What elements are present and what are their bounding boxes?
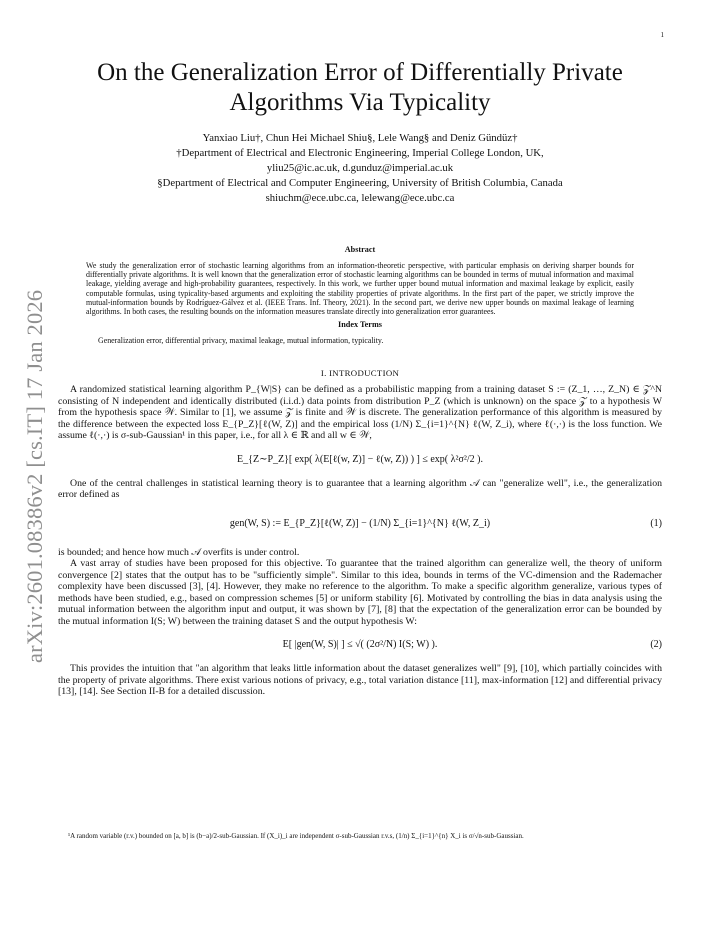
equation-1-text: gen(W, S) := E_{P_Z}[ℓ(W, Z)] − (1/N) Σ_{i=1}^{N} ℓ(W, Z_i) — [229, 517, 491, 529]
paragraph-2: One of the central challenges in statistical learning theory is to guarantee that a learning algorithm 𝒜 can "generalize well", i.e., the generalization error defined as — [58, 477, 662, 501]
paper-title: On the Generalization Error of Differentially Private Algorithms Via Typicality — [97, 59, 623, 116]
emails-2: shiuchm@ece.ubc.ca, lelewang@ece.ubc.ca — [265, 192, 455, 204]
paragraph-1: A randomized statistical learning algorithm P_{W|S} can be defined as a probabilistic mapping from a training dataset S := (Z_1, …, Z_N) ∈ 𝒵^N consisting of N independent and identically distributed (i.i.d.) data points from distribution P_Z (which is unknown) on the space 𝒵 to a hypothesis W from the hypothesis space 𝒲. Similar to [1], we assume 𝒵 is finite and 𝒲 is discrete. The generalization performance of this algorithm is measured by the difference between the expected loss E_{P_Z}[ℓ(W, Z)] and the empirical loss (1/N) Σ_{i=1}^{N} ℓ(W, Z_i), where ℓ(·,·) is the loss function. We assume ℓ(·,·) is σ-sub-Gaussian¹ in this paper, i.e., for all λ ∈ ℝ and all w ∈ 𝒲, — [58, 384, 662, 442]
emails-1: yliu25@ic.ac.uk, d.gunduz@imperial.ac.uk — [266, 162, 454, 174]
paragraph-4: A vast array of studies have been proposed for this objective. To guarantee that the trained algorithm can generalize well, the theory of uniform convergence [2] states that the output has to be "sufficiently simple". Similar to this idea, bounds in terms of the VC-dimension and the Rademacher complexity have been discussed [3], [4]. However, they make no reference to the algorithm. To make a specific algorithm generalize, various types of methods have been studied, e.g., based on compression schemes [5] or uniform stability [6]. Motivated by controlling the bias in data analysis using the mutual information between the algorithm input and output, it was shown by [7], [8] that the expectation of the generalization error can be bounded by the mutual information I(S; W) between the training dataset S and the output hypothesis W: — [58, 558, 662, 627]
paper-page — [58, 58, 662, 698]
author-block — [58, 131, 662, 206]
equation-subgaussian — [58, 446, 662, 474]
equation-1 — [58, 505, 662, 543]
arxiv-identifier: arXiv:2601.08386v2 [cs.IT] 17 Jan 2026 — [22, 289, 47, 663]
paragraph-5: This provides the intuition that "an algorithm that leaks little information about the dataset generalizes well" [9], [10], which partially coincides with the property of private algorithms. There exist various notions of privacy, e.g., total variation distance [11], max-information [12] and differential privacy [13], [14]. See Section II-B for a detailed discussion. — [58, 663, 662, 698]
equation-subgaussian-text: E_{Z∼P_Z}[ exp( λ(E[ℓ(w, Z)] − ℓ(w, Z)) ) ] ≤ exp( λ²σ²/2 ). — [237, 453, 483, 465]
index-terms-heading: Index Terms — [338, 320, 382, 330]
abstract-text: We study the generalization error of stochastic learning algorithms from an information-theoretic perspective, with particular emphasis on deriving sharper bounds for differentially private algorithms. It is well known that the generalization error of stochastic learning algorithms can be bounded in terms of mutual information and maximal leakage, yielding average and high-probability guarantees, respectively. In this work, we further upper bound mutual information and maximal leakage by explicit, easily computable formulas, using typicality-based arguments and exploiting the stability properties of private algorithms. In the first part of the paper, we strictly improve the mutual-information bounds by Rodríguez-Gálvez et al. (IEEE Trans. Inf. Theory, 2021). In the second part, we derive new upper bounds on maximal leakage of learning algorithms. In both cases, the resulting bounds on the information measures translate directly into generalization error guarantees. — [86, 261, 634, 317]
page-number: 1 — [660, 31, 664, 39]
equation-2 — [58, 631, 662, 659]
index-terms-text: Generalization error, differential privacy, maximal leakage, mutual information, typicality. — [98, 336, 384, 346]
equation-2-text: E[ |gen(W, S)| ] ≤ √( (2σ²/N) I(S; W) ). — [282, 639, 438, 651]
equation-1-label: (1) — [650, 517, 662, 529]
abstract-heading: Abstract — [344, 245, 376, 254]
equation-2-label: (2) — [650, 639, 662, 651]
footnote-1: ¹A random variable (r.v.) bounded on [a, b] is (b−a)/2-sub-Gaussian. If (X_i)_i are independent σ-sub-Gaussian r.v.s, (1/n) Σ_{i=1}^{n} X_i is σ/√n-sub-Gaussian. — [68, 832, 524, 840]
authors-line: Yanxiao Liu†, Chun Hei Michael Shiu§, Lele Wang§ and Deniz Gündüz† — [202, 132, 518, 144]
affiliation-1: †Department of Electrical and Electronic Engineering, Imperial College London, UK, — [176, 147, 544, 159]
affiliation-2: §Department of Electrical and Computer Engineering, University of British Columbia, Canada — [157, 177, 563, 189]
paragraph-3: is bounded; and hence how much 𝒜 overfits is under control. — [58, 546, 300, 558]
section-1-title: I. INTRODUCTION — [320, 368, 400, 379]
